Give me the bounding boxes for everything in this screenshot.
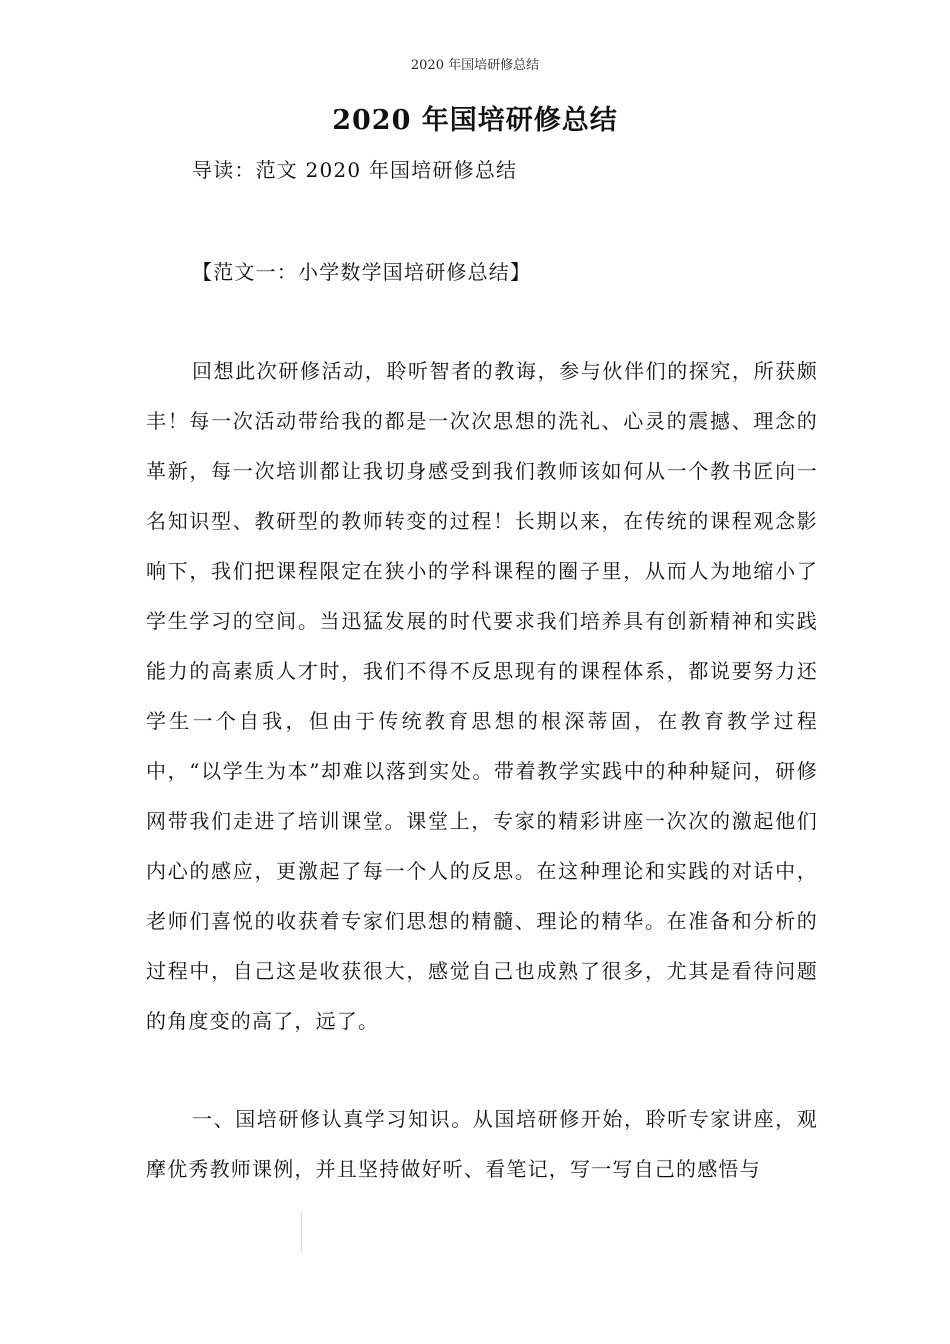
running-header: 2020 年国培研修总结: [410, 58, 540, 73]
section-heading: 【范文一：小学数学国培研修总结】: [192, 260, 532, 284]
lead-line: 导读：范文 2020 年国培研修总结: [192, 158, 518, 182]
body-paragraph-2: 一、国培研修认真学习知识。从国培研修开始，聆听专家讲座，观摩优秀教师课例，并且坚持做好听、看笔记，写一写自己的感悟与: [146, 1107, 818, 1181]
page-divider: [301, 1212, 302, 1252]
document-title: 2020 年国培研修总结: [332, 105, 618, 136]
body-paragraph-1: 回想此次研修活动，聆听智者的教诲，参与伙伴们的探究，所获颇丰！每一次活动带给我的都是一次次思想的洗礼、心灵的震撼、理念的革新，每一次培训都让我切身感受到我们教师该如何从一个教书匠向一名知识型、教研型的教师转变的过程！长期以来，在传统的课程观念影响下，我们把课程限定在狭小的学科课程的圈子里，从而人为地缩小了学生学习的空间。当迅猛发展的时代要求我们培养具有创新精神和实践能力的高素质人才时，我们不得不反思现有的课程体系，都说要努力还学生一个自我，但由于传统教育思想的根深蒂固，在教育教学过程中，“以学生为本”却难以落到实处。带着教学实践中的种种疑问，研修网带我们走进了培训课堂。课堂上，专家的精彩讲座一次次的激起他们内心的感应，更激起了每一个人的反思。在这种理论和实践的对话中，老师们喜悦的收获着专家们思想的精髓、理论的精华。在准备和分析的过程中，自己这是收获很大，感觉自己也成熟了很多，尤其是看待问题的角度变的高了，远了。: [146, 359, 818, 1033]
